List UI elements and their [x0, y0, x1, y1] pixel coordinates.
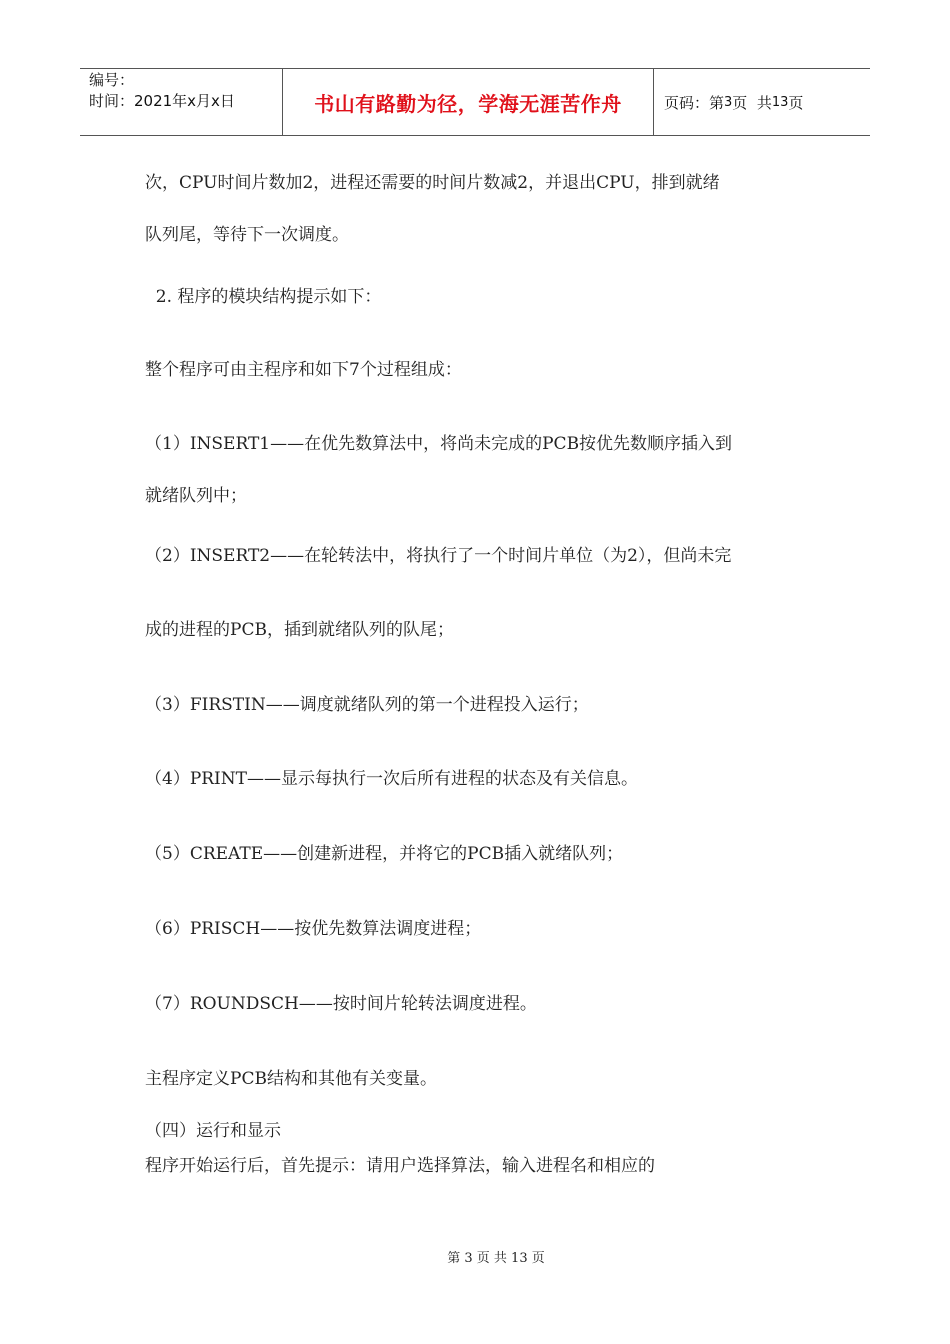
list-item: （2）INSERT2——在轮转法中，将执行了一个时间片单位（为2），但尚未完 — [145, 546, 732, 566]
list-item: （6）PRISCH——按优先数算法调度进程； — [145, 919, 482, 939]
document-code-label: 编号： — [89, 71, 135, 89]
list-item: （3）FIRSTIN——调度就绪队列的第一个进程投入运行； — [145, 695, 589, 715]
list-item: （7）ROUNDSCH——按时间片轮转法调度进程。 — [145, 994, 537, 1014]
header-page-info — [654, 69, 870, 135]
body-line: 次，CPU时间片数加2，进程还需要的时间片数减2，并退出CPU，排到就绪 — [145, 173, 720, 193]
page-middle: 页 共 — [732, 93, 772, 112]
body-line: 主程序定义PCB结构和其他有关变量。 — [145, 1069, 437, 1089]
body-line: 整个程序可由主程序和如下7个过程组成： — [145, 360, 462, 380]
body-line: 程序开始运行后，首先提示：请用户选择算法，输入进程名和相应的 — [145, 1156, 655, 1176]
list-item: （1）INSERT1——在优先数算法中，将尚未完成的PCB按优先数顺序插入到 — [145, 434, 733, 454]
page-header — [80, 68, 870, 136]
list-item-continuation: 成的进程的PCB，插到就绪队列的队尾； — [145, 620, 454, 640]
section-heading: （四）运行和显示 — [145, 1121, 281, 1141]
page-prefix: 页码：第 — [664, 93, 725, 112]
page-footer: 第 3 页 共 13 页 — [447, 1251, 545, 1266]
list-item: （5）CREATE——创建新进程，并将它的PCB插入就绪队列； — [145, 844, 624, 864]
page-current: 3 — [724, 94, 733, 110]
list-item: （4）PRINT——显示每执行一次后所有进程的状态及有关信息。 — [145, 769, 638, 789]
list-item-continuation: 就绪队列中； — [145, 486, 247, 506]
page-suffix: 页 — [788, 93, 804, 112]
header-meta — [80, 69, 282, 135]
document-date: 时间：2021年x月x日 — [89, 92, 235, 110]
header-motto: 书山有路勤为径，学海无涯苦作舟 — [282, 69, 654, 135]
section-heading: 2. 程序的模块结构提示如下： — [145, 287, 382, 307]
page-total: 13 — [771, 94, 789, 110]
body-line: 队列尾，等待下一次调度。 — [145, 225, 349, 245]
